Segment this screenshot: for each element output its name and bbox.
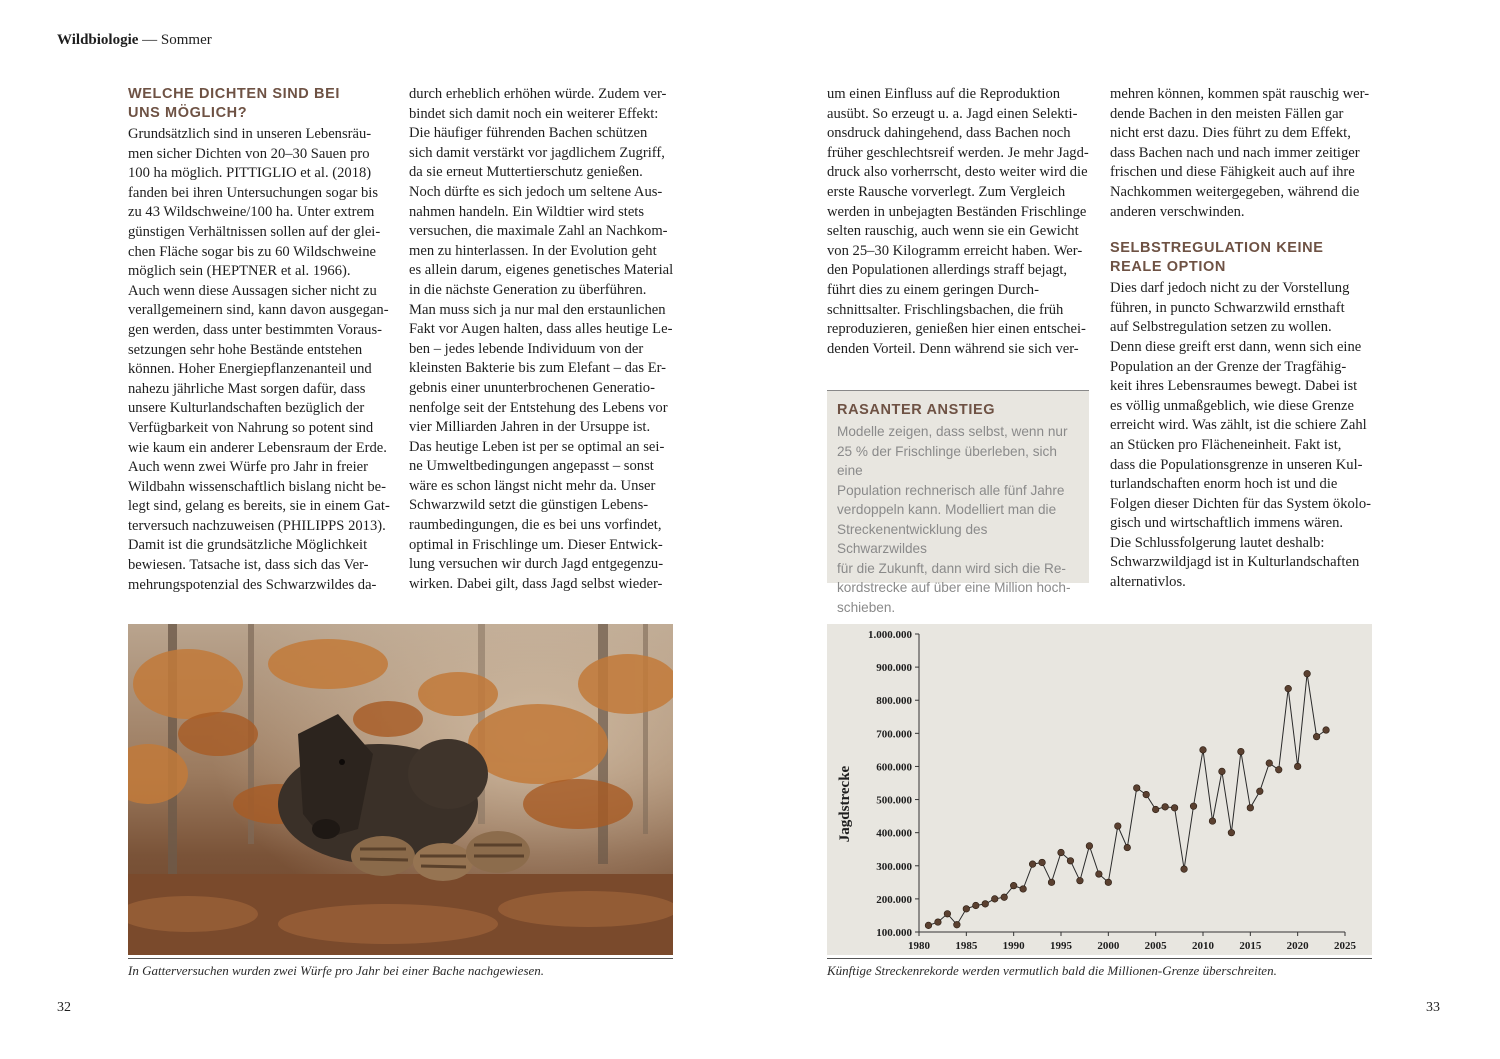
col2-line: versuchen, die maximale Zahl an Nachkom- <box>409 223 668 240</box>
page-number-right: 33 <box>1426 1000 1440 1015</box>
running-header <box>57 32 212 49</box>
col1-line: Auch wenn diese Aussagen sicher nicht zu <box>128 282 377 299</box>
chart-y-ticks <box>868 629 919 939</box>
caption-left: In Gatterversuchen wurden zwei Würfe pro Jahr bei einer Bache nachgewiesen. <box>128 963 545 978</box>
col2-line: optimal in Frischlinge um. Dieser Entwick- <box>409 536 663 553</box>
col2-line: Fakt vor Augen halten, dass alles heutige Le- <box>409 321 673 338</box>
series-line <box>929 674 1327 926</box>
col1-line: terversuch nachzuweisen (PHILIPPS 2013). <box>128 517 386 534</box>
data-point <box>1171 805 1178 812</box>
harvest-chart-svg <box>827 624 1372 955</box>
box-line: verdoppeln kann. Modelliert man die <box>837 502 1057 517</box>
box-line: kordstrecke auf über eine Million hoch- <box>837 580 1071 595</box>
col1-line: zu 43 Wildschweine/100 ha. Unter extrem <box>128 204 375 221</box>
info-box-heading: RASANTER ANSTIEG <box>837 402 996 418</box>
col2-line: wirken. Dabei gilt, dass Jagd selbst wieder- <box>409 575 663 592</box>
col2-line: in die nächste Generation zu überführen. <box>409 281 647 298</box>
data-point <box>1124 844 1131 851</box>
box-line: schieben. <box>837 599 896 615</box>
x-tick-label: 1995 <box>1050 940 1072 952</box>
data-point <box>935 919 942 926</box>
data-point <box>1238 748 1245 755</box>
col4b-line: erreicht wird. Was zählt, ist die schiere Zahl <box>1110 417 1367 434</box>
col4b-line: Population an der Grenze der Tragfähig- <box>1110 358 1347 375</box>
col3-line: führt dies zu einem geringen Durch- <box>827 281 1039 298</box>
col4b-line: keit ihres Lebensraumes bewegt. Dabei ist <box>1110 378 1358 395</box>
text-column-3 <box>827 85 1089 359</box>
wild-boar-illustration <box>128 624 673 955</box>
col4a-line: dende Bachen in den meisten Fällen gar <box>1110 105 1344 122</box>
column-2-body <box>409 85 677 594</box>
col1-line: Verfügbarkeit von Nahrung so potent sind <box>128 419 374 436</box>
x-tick-label: 2015 <box>1239 940 1262 952</box>
data-point <box>1275 766 1282 773</box>
x-tick-label: 2005 <box>1144 940 1167 952</box>
col2-line: da sie erneut Muttertierschutz genießen. <box>409 164 643 181</box>
col3-line: reproduzieren, genießen hier einen entschei- <box>827 321 1086 338</box>
y-tick-label: 600.000 <box>876 761 912 774</box>
data-point <box>1001 894 1008 901</box>
data-point <box>1323 727 1330 734</box>
data-point <box>1219 768 1226 775</box>
col1-line: men sicher Dichten von 20–30 Sauen pro <box>128 145 370 162</box>
data-point <box>1247 805 1254 812</box>
col1-line: 100 ha möglich. PITTIGLIO et al. (2018) <box>128 165 372 182</box>
col4b-line: Denn diese greift erst dann, wenn sich eine <box>1110 338 1362 355</box>
col3-line: früher geschlechtsreif werden. Je mehr Jagd- <box>827 144 1089 161</box>
caption-rule-left <box>128 958 673 959</box>
data-point <box>1058 849 1065 856</box>
box-line: für die Zukunft, dann wird sich die Re- <box>837 560 1066 576</box>
data-point <box>1133 785 1140 792</box>
data-point <box>1048 879 1055 886</box>
col4a-line: anderen verschwinden. <box>1110 203 1245 220</box>
col2-line: durch erheblich erhöhen würde. Zudem ver- <box>409 86 667 102</box>
data-point <box>1190 803 1197 810</box>
col3-line: den Populationen allerdings straff bejagt, <box>827 262 1068 279</box>
data-point <box>1143 791 1150 798</box>
y-tick-label: 1.000.000 <box>868 629 912 641</box>
col2-line: sich damit verstärkt vor jagdlichem Zugriff, <box>409 144 665 161</box>
col3-line: onsdruck dahingehend, dass Bachen noch <box>827 125 1071 142</box>
col2-line: Schwarzwild setzt die günstigen Lebens- <box>409 497 649 514</box>
box-line: 25 % der Frischlinge überleben, sich eine <box>837 443 1057 478</box>
col1-line: setzungen sehr hohe Bestände entstehen <box>128 341 363 358</box>
data-point <box>1020 886 1027 893</box>
series-points <box>925 670 1329 928</box>
x-tick-label: 2010 <box>1192 940 1214 952</box>
col2-line: ne Umweltbedingungen angepasst – sonst <box>409 458 654 475</box>
data-point <box>963 906 970 913</box>
harvest-chart <box>827 624 1372 955</box>
col1-line: günstigen Verhältnissen sollen auf der glei- <box>128 223 381 240</box>
col1-line: können. Hoher Energiepflanzenanteil und <box>128 361 372 378</box>
y-tick-label: 200.000 <box>876 893 912 906</box>
col3-line: denden Vorteil. Denn während sie sich ver- <box>827 340 1079 357</box>
data-point <box>1304 670 1311 677</box>
data-point <box>1029 861 1036 868</box>
col4a-line: mehren können, kommen spät rauschig wer- <box>1110 86 1370 102</box>
col1-line: Grundsätzlich sind in unseren Lebensräu- <box>128 126 372 142</box>
y-tick-label: 700.000 <box>876 728 912 741</box>
data-point <box>1285 685 1292 692</box>
y-tick-label: 300.000 <box>876 860 912 873</box>
col1-line: unsere Kulturlandschaften bezüglich der <box>128 400 365 417</box>
y-tick-label: 800.000 <box>876 695 912 708</box>
caption-rule-right <box>827 958 1372 959</box>
text-column-2 <box>409 85 677 594</box>
col1-line: fanden bei ihren Untersuchungen sogar bis <box>128 184 379 201</box>
column-3-body <box>827 85 1089 359</box>
data-point <box>1105 879 1112 886</box>
header-section: Wildbiologie <box>57 32 139 48</box>
x-tick-label: 1990 <box>1002 940 1025 952</box>
box-line: Modelle zeigen, dass selbst, wenn nur <box>837 424 1068 439</box>
col2-line: Man muss sich ja nur mal den erstaunlichen <box>409 301 666 318</box>
y-tick-label: 400.000 <box>876 827 912 840</box>
x-tick-label: 2025 <box>1334 940 1356 952</box>
col2-line: nahmen handeln. Ein Wildtier wird stets <box>409 203 645 220</box>
col2-line: es allein darum, eigenes genetisches Material <box>409 262 674 279</box>
col2-line: nenfolge seit der Entstehung des Lebens vor <box>409 399 668 416</box>
col1-line: bewiesen. Tatsache ist, dass sich das Ver- <box>128 557 369 574</box>
data-point <box>1181 866 1188 873</box>
section-heading-selfregulation: SELBSTREGULATION KEINE REALE OPTION <box>1110 240 1324 276</box>
col1-line: gen werden, dass unter bestimmten Voraus- <box>128 321 382 338</box>
col4b-line: Folgen dieser Dichten für das System ökolo- <box>1110 495 1372 512</box>
chart-axes <box>919 634 1345 932</box>
data-point <box>925 922 932 929</box>
col4a-line: Nachkommen weitergegeben, während die <box>1110 183 1360 200</box>
data-point <box>1039 859 1046 866</box>
col4a-line: dass Bachen nach und nach immer zeitiger <box>1110 144 1360 161</box>
col1-line: Damit ist die grundsätzliche Möglichkeit <box>128 537 368 554</box>
col4b-line: führen, in puncto Schwarzwild ernsthaft <box>1110 299 1345 316</box>
col4b-line: dass die Populationsgrenze in unseren Kul- <box>1110 456 1363 473</box>
col2-line: bindet sich damit noch ein weiterer Effekt: <box>409 105 659 122</box>
text-column-1 <box>128 85 398 595</box>
col4b-line: Die Schlussfolgerung lautet deshalb: <box>1110 534 1325 551</box>
col2-line: Die häufiger führenden Bachen schützen <box>409 125 648 142</box>
x-tick-label: 2000 <box>1097 940 1120 952</box>
col3-line: erste Rausche vorverlegt. Zum Vergleich <box>827 183 1066 200</box>
x-tick-label: 1985 <box>955 940 978 952</box>
data-point <box>944 910 951 917</box>
y-axis-label: Jagdstrecke <box>837 765 853 843</box>
page-number-left: 32 <box>57 1000 71 1015</box>
section-heading-densities: WELCHE DICHTEN SIND BEI UNS MÖGLICH? <box>128 86 340 121</box>
col2-line: ben – jedes lebende Individuum von der <box>409 340 644 357</box>
col2-line: vier Milliarden Jahren in der Ursuppe ist. <box>409 419 651 436</box>
data-point <box>1010 882 1017 889</box>
data-point <box>1266 760 1273 767</box>
data-point <box>1294 763 1301 770</box>
col4b-line: es völlig unmaßgeblich, wie diese Grenze <box>1110 397 1354 414</box>
col1-line: wie kaum ein anderer Lebensraum der Erde. <box>128 439 387 456</box>
col3-line: druck also vorherrscht, desto weiter wird die <box>827 164 1088 181</box>
x-tick-label: 1980 <box>908 940 930 952</box>
col4b-line: alternativlos. <box>1110 574 1186 591</box>
col1-line: möglich sein (HEPTNER et al. 1966). <box>128 263 351 280</box>
col3-line: ausübt. So erzeugt u. a. Jagd einen Selekti- <box>827 105 1078 122</box>
data-point <box>1209 818 1216 825</box>
column-4-body-bottom <box>1110 279 1378 593</box>
col4b-line: auf Selbstregulation setzen zu wollen. <box>1110 319 1332 336</box>
col4b-line: gisch und wirtschaftlich immens wären. <box>1110 515 1344 532</box>
col1-line: verallgemeinern sind, kann davon ausgegan- <box>128 302 389 319</box>
data-point <box>1162 804 1169 811</box>
col1-line: mehrungspotenzial des Schwarzwildes da- <box>128 576 377 593</box>
info-box-rapid-rise <box>827 390 1089 615</box>
box-line: Population rechnerisch alle fünf Jahre <box>837 482 1065 498</box>
x-tick-label: 2020 <box>1286 940 1309 952</box>
col3-line: um einen Einfluss auf die Reproduktion <box>827 86 1061 102</box>
info-box-body <box>827 422 1089 617</box>
data-point <box>1115 823 1122 830</box>
y-tick-label: 500.000 <box>876 794 912 807</box>
data-point <box>1067 858 1074 865</box>
chart-x-ticks <box>908 932 1357 952</box>
column-1-body <box>128 125 398 595</box>
col2-line: Das heutige Leben ist per se optimal an sei- <box>409 438 665 455</box>
col1-line: chen Fläche sogar bis zu 60 Wildschweine <box>128 243 376 260</box>
data-point <box>1152 806 1159 813</box>
col4a-line: frischen und diese Fähigkeit auch auf ihre <box>1110 164 1355 181</box>
col1-line: Auch wenn zwei Würfe pro Jahr in freier <box>128 459 369 476</box>
wild-boar-photo <box>128 624 673 955</box>
header-dash: — <box>142 32 158 48</box>
col2-line: lung versuchen wir durch Jagd entgegenzu- <box>409 556 664 573</box>
data-point <box>1257 788 1264 795</box>
col2-line: men zu hinterlassen. In der Evolution geht <box>409 242 657 259</box>
col2-line: gebnis einer ununterbrochenen Generatio- <box>409 379 655 396</box>
col3-line: von 25–30 Kilogramm erreicht haben. Wer- <box>827 242 1083 259</box>
col1-line: Wildbahn wissenschaftlich bislang nicht be- <box>128 478 386 495</box>
column-4-body-top <box>1110 85 1378 222</box>
col2-line: wäre es schon längst nicht mehr da. Unser <box>409 477 656 494</box>
col3-line: werden in unbejagten Beständen Frischlinge <box>827 203 1087 220</box>
col1-line: nahezu jährliche Mast sorgen dafür, dass <box>128 380 366 397</box>
data-point <box>1096 871 1103 878</box>
col4a-line: nicht erst dazu. Dies führt zu dem Effekt, <box>1110 125 1351 142</box>
box-line: Streckenentwicklung des Schwarzwildes <box>837 521 988 556</box>
data-point <box>1086 843 1093 850</box>
y-tick-label: 100.000 <box>876 927 912 939</box>
col1-line: legt sind, gelang es bereits, sie in einem Gat- <box>128 498 390 515</box>
col3-line: schnittsalter. Frischlingsbachen, die früh <box>827 301 1064 318</box>
data-point <box>1200 747 1207 754</box>
data-point <box>1077 877 1084 884</box>
header-subsection: Sommer <box>160 32 212 48</box>
col2-line: raumbedingungen, die es bei uns vorfindet, <box>409 517 662 534</box>
data-point <box>991 896 998 903</box>
text-column-4 <box>1110 85 1378 593</box>
col4b-line: Dies darf jedoch nicht zu der Vorstellung <box>1110 280 1350 297</box>
data-point <box>973 902 980 909</box>
y-tick-label: 900.000 <box>876 662 912 675</box>
col3-line: selten rauschig, auch wenn sie ein Gewicht <box>827 223 1079 240</box>
caption-right: Künftige Streckenrekorde werden vermutlich bald die Millionen-Grenze überschreiten. <box>827 963 1277 978</box>
data-point <box>954 921 961 928</box>
data-point <box>1228 829 1235 836</box>
col4b-line: turlandschaften enorm hoch ist und die <box>1110 476 1338 493</box>
col4b-line: an Stücken pro Flächeneinheit. Fakt ist, <box>1110 436 1342 453</box>
col2-line: Noch dürfte es sich jedoch um seltene Aus- <box>409 183 663 200</box>
col2-line: kleinsten Bakterie bis zum Elefant – das Er- <box>409 360 667 377</box>
col4b-line: Schwarzwildjagd ist in Kulturlandschaften <box>1110 554 1360 571</box>
data-point <box>1313 733 1320 740</box>
data-point <box>982 901 989 908</box>
